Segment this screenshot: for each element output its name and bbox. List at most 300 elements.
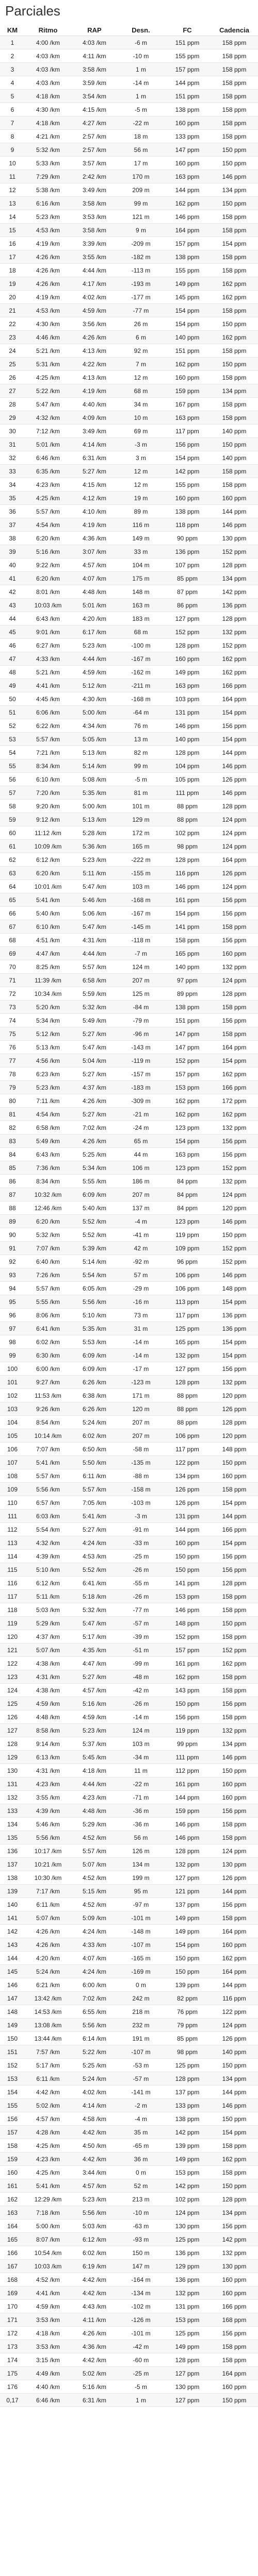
table-row: [0, 2206, 258, 2219]
cell-gap: 6:26 /km: [71, 1402, 118, 1416]
cell-heart-rate: 160 ppm: [164, 492, 211, 505]
cell-heart-rate: 155 ppm: [164, 49, 211, 63]
cell-pace: 4:26 /km: [25, 277, 71, 291]
cell-cadence: 164 ppm: [211, 1965, 258, 1978]
cell-cadence: 128 ppm: [211, 558, 258, 572]
cell-cadence: 156 ppm: [211, 1697, 258, 1710]
cell-elevation: -193 m: [118, 277, 164, 291]
cell-km: 141: [0, 1911, 25, 1925]
cell-km: 119: [0, 1617, 25, 1630]
cell-km: 95: [0, 1295, 25, 1309]
cell-elevation: -102 m: [118, 2300, 164, 2313]
cell-pace: 4:25 /km: [25, 492, 71, 505]
cell-heart-rate: 88 ppm: [164, 1389, 211, 1402]
cell-heart-rate: 138 ppm: [164, 103, 211, 116]
cell-elevation: -55 m: [118, 1577, 164, 1590]
cell-elevation: -99 m: [118, 1657, 164, 1670]
cell-heart-rate: 150 ppm: [164, 1952, 211, 1965]
table-row: [0, 1804, 258, 1818]
cell-pace: 10:01 /km: [25, 880, 71, 893]
cell-heart-rate: 137 ppm: [164, 1898, 211, 1911]
cell-pace: 6:23 /km: [25, 1067, 71, 1081]
cell-elevation: -92 m: [118, 1255, 164, 1268]
table-row: [0, 2273, 258, 2286]
cell-cadence: 150 ppm: [211, 2179, 258, 2193]
cell-km: 147: [0, 1992, 25, 2005]
cell-cadence: 124 ppm: [211, 840, 258, 853]
table-row: [0, 1684, 258, 1697]
cell-elevation: 171 m: [118, 1389, 164, 1402]
cell-pace: 6:58 /km: [25, 1121, 71, 1134]
cell-heart-rate: 125 ppm: [164, 2327, 211, 2340]
cell-pace: 5:29 /km: [25, 1617, 71, 1630]
cell-km: 2: [0, 49, 25, 63]
cell-elevation: -107 m: [118, 2045, 164, 2059]
cell-heart-rate: 142 ppm: [164, 465, 211, 478]
table-row: [0, 1630, 258, 1643]
cell-heart-rate: 161 ppm: [164, 1657, 211, 1670]
cell-cadence: 144 ppm: [211, 1510, 258, 1523]
cell-pace: 4:51 /km: [25, 934, 71, 947]
cell-cadence: 154 ppm: [211, 706, 258, 719]
cell-pace: 4:03 /km: [25, 63, 71, 76]
table-row: [0, 2246, 258, 2260]
cell-elevation: -119 m: [118, 1054, 164, 1067]
cell-cadence: 152 ppm: [211, 545, 258, 558]
cell-elevation: -134 m: [118, 2286, 164, 2300]
cell-heart-rate: 88 ppm: [164, 800, 211, 813]
cell-gap: 4:03 /km: [71, 36, 118, 49]
cell-gap: 4:36 /km: [71, 532, 118, 545]
cell-km: 80: [0, 1094, 25, 1108]
cell-elevation: -14 m: [118, 1710, 164, 1724]
cell-gap: 4:13 /km: [71, 344, 118, 358]
cell-gap: 4:26 /km: [71, 331, 118, 344]
cell-km: 138: [0, 1871, 25, 1885]
cell-elevation: -91 m: [118, 1523, 164, 1536]
cell-km: 113: [0, 1536, 25, 1550]
cell-elevation: -60 m: [118, 2353, 164, 2367]
cell-cadence: 150 ppm: [211, 197, 258, 210]
cell-pace: 4:18 /km: [25, 116, 71, 130]
cell-km: 54: [0, 746, 25, 759]
table-row: [0, 2019, 258, 2032]
cell-km: 44: [0, 612, 25, 625]
table-row: [0, 1094, 258, 1108]
table-row: [0, 558, 258, 572]
cell-heart-rate: 163 ppm: [164, 411, 211, 425]
cell-km: 50: [0, 692, 25, 706]
table-header: [0, 24, 258, 36]
table-row: [0, 250, 258, 264]
cell-gap: 4:50 /km: [71, 2139, 118, 2153]
table-row: [0, 1777, 258, 1791]
table-row: [0, 572, 258, 585]
cell-km: 133: [0, 1804, 25, 1818]
table-row: [0, 1885, 258, 1898]
cell-gap: 4:48 /km: [71, 1804, 118, 1818]
cell-heart-rate: 138 ppm: [164, 2112, 211, 2126]
cell-km: 154: [0, 2086, 25, 2099]
cell-km: 18: [0, 264, 25, 277]
cell-heart-rate: 124 ppm: [164, 2206, 211, 2219]
cell-km: 117: [0, 1590, 25, 1603]
table-row: [0, 2380, 258, 2394]
cell-km: 20: [0, 291, 25, 304]
cell-cadence: 156 ppm: [211, 1550, 258, 1563]
cell-heart-rate: 76 ppm: [164, 2005, 211, 2019]
cell-pace: 7:11 /km: [25, 1094, 71, 1108]
table-row: [0, 2313, 258, 2327]
cell-pace: 10:03 /km: [25, 2260, 71, 2273]
cell-km: 118: [0, 1603, 25, 1617]
cell-km: 4: [0, 76, 25, 90]
cell-gap: 4:18 /km: [71, 1764, 118, 1777]
cell-gap: 4:10 /km: [71, 505, 118, 518]
cell-heart-rate: 130 ppm: [164, 2380, 211, 2394]
cell-cadence: 158 ppm: [211, 1630, 258, 1643]
table-row: [0, 960, 258, 974]
table-row: [0, 1563, 258, 1577]
cell-km: 41: [0, 572, 25, 585]
cell-elevation: 1 m: [118, 63, 164, 76]
cell-pace: 6:02 /km: [25, 1335, 71, 1349]
cell-pace: 6:40 /km: [25, 1255, 71, 1268]
cell-heart-rate: 103 ppm: [164, 692, 211, 706]
cell-pace: 10:09 /km: [25, 840, 71, 853]
cell-elevation: -84 m: [118, 1001, 164, 1014]
cell-pace: 4:40 /km: [25, 2380, 71, 2394]
column-header-pace[interactable]: Ritmo: [25, 24, 71, 36]
cell-km: 30: [0, 425, 25, 438]
cell-km: 124: [0, 1684, 25, 1697]
cell-km: 1: [0, 36, 25, 49]
cell-km: 56: [0, 773, 25, 786]
cell-heart-rate: 79 ppm: [164, 2019, 211, 2032]
cell-heart-rate: 146 ppm: [164, 880, 211, 893]
cell-pace: 14:53 /km: [25, 2005, 71, 2019]
cell-gap: 5:03 /km: [71, 2219, 118, 2233]
cell-km: 152: [0, 2059, 25, 2072]
cell-km: 7: [0, 116, 25, 130]
cell-km: 144: [0, 1952, 25, 1965]
cell-elevation: 31 m: [118, 1322, 164, 1335]
cell-pace: 4:31 /km: [25, 1670, 71, 1684]
cell-elevation: 99 m: [118, 197, 164, 210]
cell-cadence: 150 ppm: [211, 438, 258, 451]
cell-elevation: 65 m: [118, 1134, 164, 1148]
cell-elevation: -148 m: [118, 1925, 164, 1938]
cell-cadence: 124 ppm: [211, 880, 258, 893]
column-header-cadence[interactable]: Cadencia: [211, 24, 258, 36]
cell-cadence: 122 ppm: [211, 2005, 258, 2019]
cell-pace: 6:43 /km: [25, 612, 71, 625]
cell-km: 59: [0, 813, 25, 826]
cell-heart-rate: 162 ppm: [164, 1094, 211, 1108]
cell-gap: 4:42 /km: [71, 2273, 118, 2286]
cell-gap: 2:57 /km: [71, 130, 118, 143]
cell-elevation: 56 m: [118, 1831, 164, 1844]
cell-pace: 8:06 /km: [25, 1309, 71, 1322]
cell-elevation: -126 m: [118, 2313, 164, 2327]
cell-km: 3: [0, 63, 25, 76]
cell-heart-rate: 98 ppm: [164, 2045, 211, 2059]
table-row: [0, 2394, 258, 2407]
cell-km: 155: [0, 2099, 25, 2112]
cell-gap: 4:47 /km: [71, 1657, 118, 1670]
cell-pace: 5:24 /km: [25, 1965, 71, 1978]
cell-pace: 6:20 /km: [25, 532, 71, 545]
cell-gap: 4:26 /km: [71, 1094, 118, 1108]
cell-gap: 7:05 /km: [71, 1496, 118, 1510]
cell-cadence: 146 ppm: [211, 170, 258, 183]
cell-elevation: 11 m: [118, 1764, 164, 1777]
cell-pace: 4:48 /km: [25, 1710, 71, 1724]
cell-km: 63: [0, 867, 25, 880]
cell-cadence: 140 ppm: [211, 451, 258, 465]
cell-elevation: 209 m: [118, 183, 164, 197]
cell-km: 15: [0, 224, 25, 237]
cell-gap: 4:30 /km: [71, 692, 118, 706]
cell-cadence: 126 ppm: [211, 2032, 258, 2045]
cell-gap: 6:02 /km: [71, 2246, 118, 2260]
cell-pace: 5:16 /km: [25, 545, 71, 558]
table-row: [0, 277, 258, 291]
column-header-gap[interactable]: RAP: [71, 24, 118, 36]
cell-km: 122: [0, 1657, 25, 1670]
table-row: [0, 237, 258, 250]
cell-cadence: 156 ppm: [211, 1134, 258, 1148]
cell-km: 132: [0, 1791, 25, 1804]
cell-heart-rate: 106 ppm: [164, 1429, 211, 1443]
column-header-elevation[interactable]: Desn.: [118, 24, 164, 36]
cell-gap: 3:55 /km: [71, 250, 118, 264]
cell-elevation: -169 m: [118, 1965, 164, 1978]
cell-gap: 5:47 /km: [71, 880, 118, 893]
cell-gap: 4:42 /km: [71, 2153, 118, 2166]
cell-cadence: 150 ppm: [211, 1617, 258, 1630]
cell-km: 69: [0, 947, 25, 960]
column-header-km[interactable]: KM: [0, 24, 25, 36]
table-row: [0, 90, 258, 103]
cell-heart-rate: 163 ppm: [164, 679, 211, 692]
table-row: [0, 920, 258, 934]
cell-pace: 7:20 /km: [25, 786, 71, 800]
cell-pace: 4:25 /km: [25, 371, 71, 384]
cell-cadence: 134 ppm: [211, 183, 258, 197]
cell-cadence: 160 ppm: [211, 492, 258, 505]
table-row: [0, 2112, 258, 2126]
cell-cadence: 128 ppm: [211, 612, 258, 625]
cell-km: 35: [0, 492, 25, 505]
cell-elevation: 191 m: [118, 2032, 164, 2045]
cell-heart-rate: 122 ppm: [164, 1456, 211, 1469]
cell-pace: 6:20 /km: [25, 867, 71, 880]
cell-km: 89: [0, 1215, 25, 1228]
cell-pace: 5:57 /km: [25, 505, 71, 518]
cell-cadence: 162 ppm: [211, 666, 258, 679]
table-row: [0, 224, 258, 237]
cell-heart-rate: 138 ppm: [164, 1001, 211, 1014]
cell-heart-rate: 151 ppm: [164, 36, 211, 49]
cell-pace: 4:52 /km: [25, 2273, 71, 2286]
cell-gap: 5:35 /km: [71, 786, 118, 800]
table-row: [0, 947, 258, 960]
cell-cadence: 124 ppm: [211, 1188, 258, 1201]
cell-cadence: 146 ppm: [211, 1268, 258, 1282]
table-row: [0, 1067, 258, 1081]
cell-km: 65: [0, 893, 25, 907]
table-row: [0, 1469, 258, 1483]
table-row: [0, 1335, 258, 1349]
cell-heart-rate: 132 ppm: [164, 2286, 211, 2300]
table-row: [0, 679, 258, 692]
cell-km: 142: [0, 1925, 25, 1938]
cell-pace: 7:29 /km: [25, 170, 71, 183]
table-row: [0, 1215, 258, 1228]
cell-pace: 9:27 /km: [25, 1376, 71, 1389]
cell-km: 169: [0, 2286, 25, 2300]
cell-cadence: 156 ppm: [211, 2327, 258, 2340]
cell-km: 58: [0, 800, 25, 813]
cell-km: 135: [0, 1831, 25, 1844]
cell-cadence: 158 ppm: [211, 2340, 258, 2353]
cell-pace: 5:00 /km: [25, 2219, 71, 2233]
column-header-heart-rate[interactable]: FC: [164, 24, 211, 36]
cell-gap: 5:29 /km: [71, 1818, 118, 1831]
cell-cadence: 150 ppm: [211, 358, 258, 371]
cell-pace: 9:22 /km: [25, 558, 71, 572]
cell-cadence: 150 ppm: [211, 2112, 258, 2126]
cell-pace: 7:57 /km: [25, 2045, 71, 2059]
cell-heart-rate: 96 ppm: [164, 1255, 211, 1268]
cell-km: 11: [0, 170, 25, 183]
cell-gap: 5:23 /km: [71, 853, 118, 867]
cell-elevation: 134 m: [118, 1858, 164, 1871]
cell-heart-rate: 152 ppm: [164, 1054, 211, 1067]
cell-pace: 5:10 /km: [25, 1563, 71, 1577]
cell-km: 90: [0, 1228, 25, 1242]
cell-elevation: 175 m: [118, 572, 164, 585]
cell-elevation: 12 m: [118, 465, 164, 478]
table-row: [0, 1108, 258, 1121]
cell-cadence: 140 ppm: [211, 2045, 258, 2059]
cell-pace: 4:42 /km: [25, 2086, 71, 2099]
cell-pace: 5:34 /km: [25, 1014, 71, 1027]
cell-cadence: 150 ppm: [211, 317, 258, 331]
cell-heart-rate: 82 ppm: [164, 1992, 211, 2005]
cell-cadence: 128 ppm: [211, 2193, 258, 2206]
cell-elevation: -25 m: [118, 1550, 164, 1563]
cell-cadence: 154 ppm: [211, 1349, 258, 1362]
cell-heart-rate: 146 ppm: [164, 210, 211, 224]
table-row: [0, 1724, 258, 1737]
cell-cadence: 140 ppm: [211, 425, 258, 438]
cell-pace: 4:45 /km: [25, 692, 71, 706]
cell-gap: 5:32 /km: [71, 1001, 118, 1014]
cell-heart-rate: 88 ppm: [164, 813, 211, 826]
cell-heart-rate: 128 ppm: [164, 2353, 211, 2367]
cell-pace: 4:00 /km: [25, 36, 71, 49]
cell-pace: 8:34 /km: [25, 759, 71, 773]
cell-gap: 5:13 /km: [71, 746, 118, 759]
cell-heart-rate: 117 ppm: [164, 1309, 211, 1322]
cell-elevation: -77 m: [118, 1603, 164, 1617]
cell-km: 111: [0, 1510, 25, 1523]
cell-elevation: -25 m: [118, 2367, 164, 2380]
cell-elevation: -6 m: [118, 36, 164, 49]
cell-km: 71: [0, 974, 25, 987]
cell-heart-rate: 153 ppm: [164, 2313, 211, 2327]
cell-heart-rate: 146 ppm: [164, 1818, 211, 1831]
cell-gap: 4:31 /km: [71, 934, 118, 947]
cell-pace: 5:46 /km: [25, 1818, 71, 1831]
cell-cadence: 168 ppm: [211, 2313, 258, 2327]
cell-elevation: -21 m: [118, 1108, 164, 1121]
cell-pace: 3:15 /km: [25, 2353, 71, 2367]
cell-gap: 5:56 /km: [71, 2206, 118, 2219]
cell-cadence: 152 ppm: [211, 1161, 258, 1175]
cell-heart-rate: 149 ppm: [164, 2340, 211, 2353]
cell-gap: 5:12 /km: [71, 679, 118, 692]
cell-elevation: 99 m: [118, 759, 164, 773]
table-row: [0, 264, 258, 277]
table-row: [0, 1362, 258, 1376]
cell-pace: 5:32 /km: [25, 143, 71, 157]
table-row: [0, 1295, 258, 1309]
cell-cadence: 158 ppm: [211, 1001, 258, 1014]
cell-gap: 5:57 /km: [71, 1483, 118, 1496]
cell-cadence: 156 ppm: [211, 2219, 258, 2233]
cell-km: 93: [0, 1268, 25, 1282]
cell-elevation: -41 m: [118, 1228, 164, 1242]
table-row: [0, 1134, 258, 1148]
cell-km: 83: [0, 1134, 25, 1148]
cell-cadence: 132 ppm: [211, 1724, 258, 1737]
cell-gap: 4:02 /km: [71, 2086, 118, 2099]
cell-gap: 6:09 /km: [71, 1349, 118, 1362]
cell-heart-rate: 112 ppm: [164, 1764, 211, 1777]
cell-km: 151: [0, 2045, 25, 2059]
table-row: [0, 1496, 258, 1510]
cell-gap: 3:49 /km: [71, 183, 118, 197]
cell-pace: 5:49 /km: [25, 1134, 71, 1148]
cell-elevation: -164 m: [118, 2273, 164, 2286]
cell-km: 167: [0, 2260, 25, 2273]
cell-cadence: 162 ppm: [211, 1067, 258, 1081]
cell-gap: 5:23 /km: [71, 2193, 118, 2206]
table-row: [0, 1148, 258, 1161]
cell-pace: 6:16 /km: [25, 197, 71, 210]
cell-gap: 5:41 /km: [71, 1510, 118, 1523]
cell-gap: 5:00 /km: [71, 800, 118, 813]
cell-elevation: 68 m: [118, 625, 164, 639]
table-row: [0, 2179, 258, 2193]
cell-heart-rate: 143 ppm: [164, 1684, 211, 1697]
cell-pace: 4:59 /km: [25, 1697, 71, 1710]
cell-km: 158: [0, 2139, 25, 2153]
cell-heart-rate: 160 ppm: [164, 157, 211, 170]
cell-elevation: 33 m: [118, 545, 164, 558]
cell-gap: 5:05 /km: [71, 733, 118, 746]
cell-km: 33: [0, 465, 25, 478]
table-row: [0, 384, 258, 398]
cell-gap: 6:38 /km: [71, 1389, 118, 1402]
cell-km: 131: [0, 1777, 25, 1791]
cell-cadence: 132 ppm: [211, 960, 258, 974]
table-row: [0, 197, 258, 210]
cell-elevation: -14 m: [118, 1335, 164, 1349]
